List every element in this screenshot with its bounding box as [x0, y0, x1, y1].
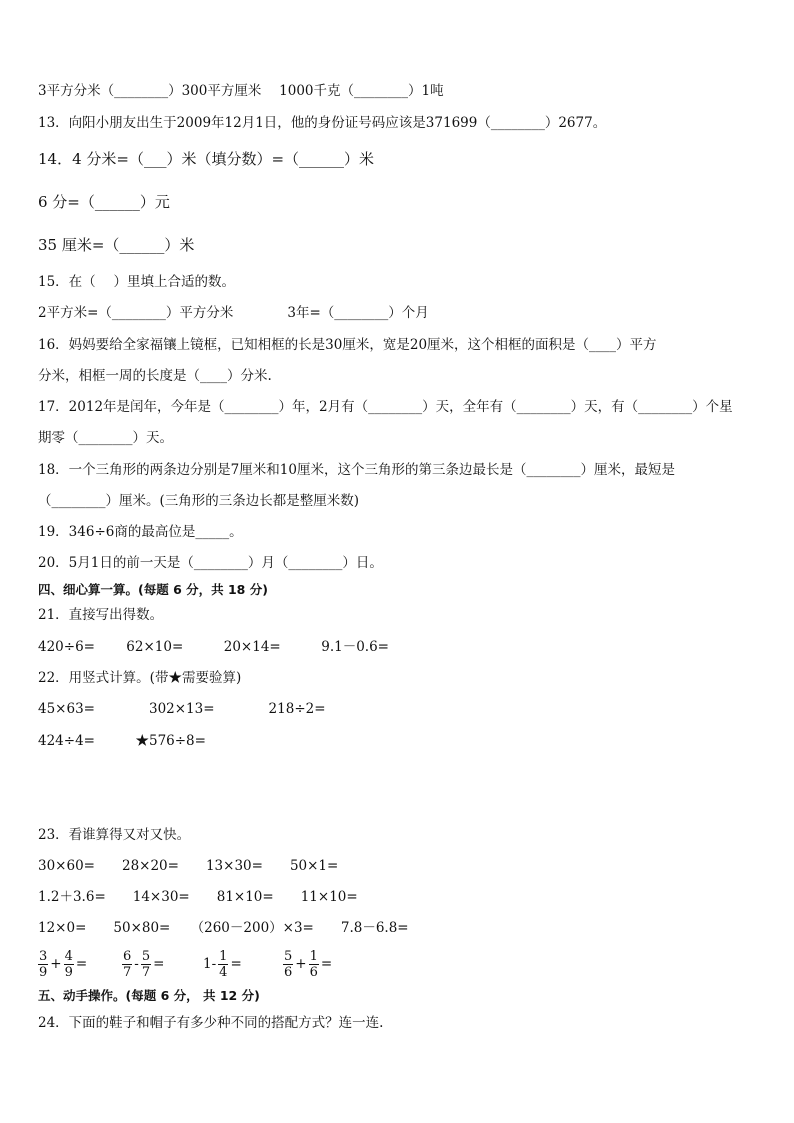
problem-23-row-2: 1.2＋3.6= 14×30= 81×10= 11×10=	[38, 889, 358, 905]
problem-13: 13．向阳小朋友出生于2009年12月1日，他的身份证号码应该是371699（________）2677。	[38, 115, 607, 131]
problem-17-line-2: 期零（________）天。	[38, 430, 173, 446]
problem-23-row-3: 12×0= 50×80= （260－200）×3= 7.8－6.8=	[38, 920, 409, 936]
problem-18-line-1: 18．一个三角形的两条边分别是7厘米和10厘米，这个三角形的第三条边最长是（________）厘米，最短是	[38, 462, 675, 478]
problem-23: 23．看谁算得又对又快。	[38, 827, 191, 843]
fraction-expr-3: 1- $\frac{1}{4}$ =	[203, 948, 242, 980]
fraction-row	[38, 944, 458, 984]
fraction: $\frac{4}{9}$	[64, 948, 73, 980]
problem-15: 15．在（ ）里填上合适的数。	[38, 274, 235, 290]
problem-14-line-2: 6 分=（______）元	[38, 193, 170, 211]
problem-15-items: 2平方米=（________）平方分米 3年=（________）个月	[38, 305, 429, 321]
section-4-heading: 四、细心算一算。(每题 6 分，共 18 分)	[38, 582, 268, 597]
problem-12-line-2: 3平方分米（________）300平方厘米 1000千克（________）1吨	[38, 83, 444, 99]
problem-21-items: 420÷6= 62×10= 20×14= 9.1－0.6=	[38, 639, 389, 655]
problem-16-line-1: 16．妈妈要给全家福镶上镜框，已知相框的长是30厘米，宽是20厘米，这个相框的面积是（____）平方	[38, 337, 657, 353]
problem-21: 21．直接写出得数。	[38, 607, 164, 623]
problem-17-line-1: 17．2012年是闰年，今年是（________）年，2月有（________）天，全年有（________）天，有（________）个星	[38, 399, 733, 415]
problem-23-row-1: 30×60= 28×20= 13×30= 50×1=	[38, 858, 339, 874]
fraction: $\frac{3}{9}$	[39, 948, 48, 980]
problem-16-line-2: 分米，相框一周的长度是（____）分米.	[38, 368, 272, 384]
fraction: $\frac{5}{6}$	[284, 948, 293, 980]
problem-22-items-2: 424÷4= ★576÷8=	[38, 733, 206, 749]
problem-14-line-3: 35 厘米=（______）米	[38, 236, 195, 254]
problem-22-items-1: 45×63= 302×13= 218÷2=	[38, 701, 326, 717]
fraction-expr-2: $\frac{6}{7}$ - $\frac{5}{7}$ =	[123, 948, 165, 980]
problem-24: 24．下面的鞋子和帽子有多少种不同的搭配方式？连一连.	[38, 1015, 384, 1031]
problem-22: 22．用竖式计算。(带★需要验算)	[38, 670, 242, 686]
fraction: $\frac{1}{6}$	[309, 948, 318, 980]
fraction-expr-1: $\frac{3}{9}$ + $\frac{4}{9}$ =	[39, 948, 88, 980]
fraction-expr-4: $\frac{5}{6}$ + $\frac{1}{6}$ =	[284, 948, 333, 980]
problem-20: 20．5月1日的前一天是（________）月（________）日。	[38, 555, 383, 571]
problem-18-line-2: （________）厘米。(三角形的三条边长都是整厘米数)	[38, 493, 360, 509]
fraction: $\frac{5}{7}$	[141, 948, 151, 980]
section-5-heading: 五、动手操作。(每题 6 分， 共 12 分)	[38, 988, 260, 1003]
fraction: $\frac{1}{4}$	[219, 948, 228, 980]
problem-19: 19．346÷6商的最高位是_____。	[38, 524, 243, 540]
fraction: $\frac{6}{7}$	[123, 948, 132, 980]
problem-14-line-1: 14．4 分米=（___）米（填分数）=（______）米	[38, 150, 375, 168]
